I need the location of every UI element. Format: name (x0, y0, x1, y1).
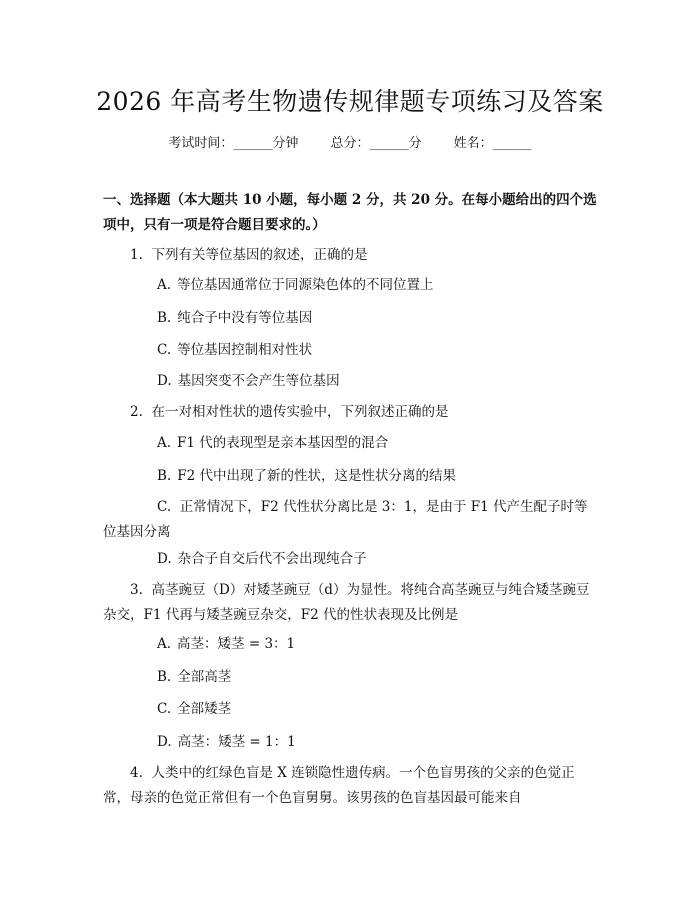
exam-total-score: 总分：______分 (330, 136, 422, 151)
question-stem: 在一对相对性状的遗传实验中，下列叙述正确的是 (151, 404, 449, 420)
question-number: 1. (130, 247, 143, 263)
question-3 (103, 578, 598, 628)
question-number: 2. (130, 404, 143, 420)
option-3a: A. 高茎：矮茎 = 3：1 (157, 636, 296, 652)
exam-time: 考试时间：______分钟 (168, 136, 299, 151)
page-title: 2026 年高考生物遗传规律题专项练习及答案 (96, 87, 604, 116)
option-3d: D. 高茎：矮茎 = 1：1 (157, 734, 296, 750)
option-2d: D. 杂合子自交后代不会出现纯合子 (157, 551, 367, 567)
question-number: 4. (130, 765, 143, 781)
question-2 (103, 400, 598, 425)
student-name: 姓名：______ (453, 136, 532, 151)
question-number: 3. (130, 582, 143, 598)
option-1a: A. 等位基因通常位于同源染色体的不同位置上 (157, 277, 434, 293)
option-2b: B. F2 代中出现了新的性状，这是性状分离的结果 (157, 468, 456, 484)
option-3b: B. 全部高茎 (157, 669, 232, 685)
question-1 (103, 243, 598, 268)
option-3c: C. 全部矮茎 (157, 701, 232, 717)
option-1d: D. 基因突变不会产生等位基因 (157, 373, 340, 389)
option-2a: A. F1 代的表现型是亲本基因型的混合 (157, 435, 389, 451)
question-stem: 人类中的红绿色盲是 X 连锁隐性遗传病。一个色盲男孩的父亲的色觉正常，母亲的色觉正常但有一个色盲舅舅。该男孩的色盲基因最可能来自 (103, 765, 575, 806)
option-2c: C. 正常情况下，F2 代性状分离比是 3：1，是由于 F1 代产生配子时等位基因分离 (103, 499, 588, 540)
option-1b: B. 纯合子中没有等位基因 (157, 310, 313, 326)
question-stem: 高茎豌豆（D）对矮茎豌豆（d）为显性。将纯合高茎豌豆与纯合矮茎豌豆杂交，F1 代再与矮茎豌豆杂交，F2 代的性状表现及比例是 (103, 582, 590, 623)
option-1c: C. 等位基因控制相对性状 (157, 342, 313, 358)
question-stem: 下列有关等位基因的叙述，正确的是 (151, 247, 368, 263)
question-4 (103, 761, 598, 811)
exam-meta (0, 132, 700, 151)
section-heading: 一、选择题（本大题共 10 小题，每小题 2 分，共 20 分。在每小题给出的四个选项中，只有一项是符合题目要求的。） (103, 192, 597, 233)
